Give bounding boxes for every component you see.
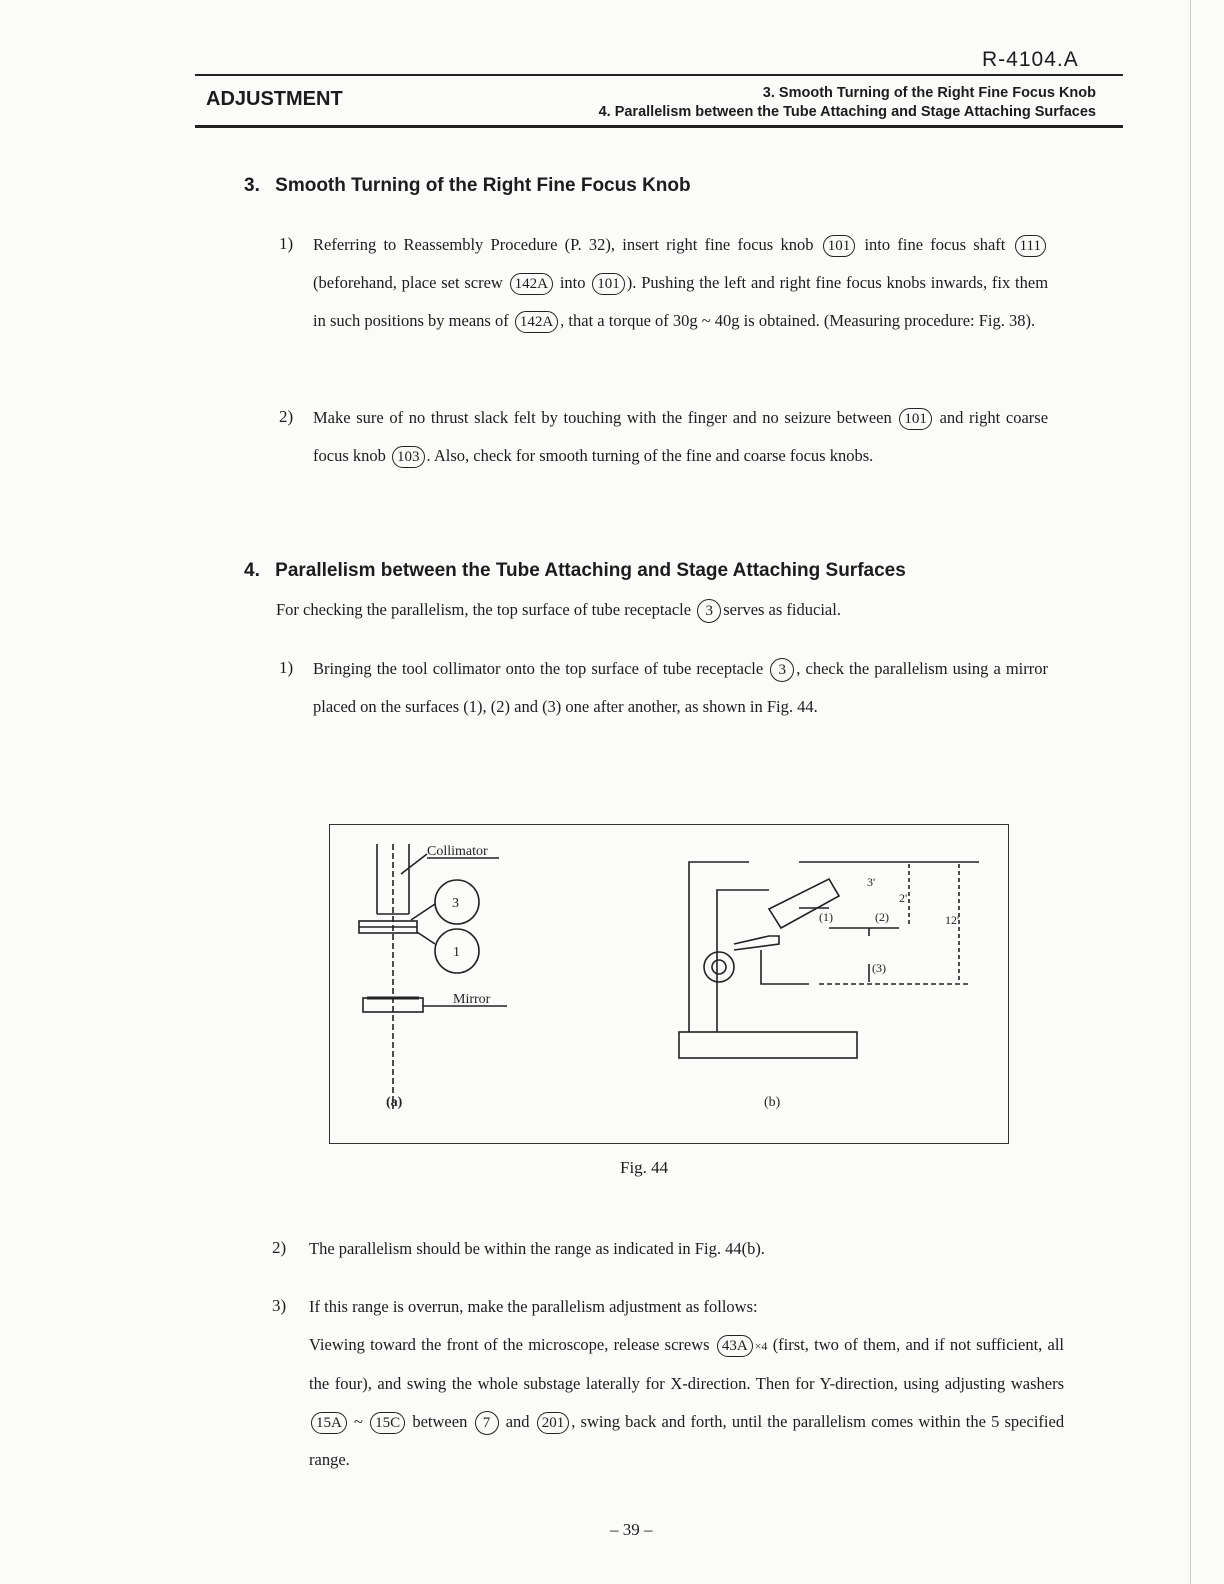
scan-edge-line (1190, 0, 1191, 1584)
dim-1: (1) (819, 910, 833, 924)
dim-2-prime: 2' (899, 891, 908, 905)
page-number: – 39 – (610, 1520, 653, 1539)
figure-caption: Fig. 44 (620, 1158, 669, 1177)
part-callout: 43A (717, 1335, 753, 1357)
part-callout: 3 (770, 658, 794, 682)
header-subtitle-2: 4. Parallelism between the Tube Attaching and Stage Attaching Surfaces (598, 104, 1096, 120)
part-callout: 15A (311, 1412, 347, 1434)
callout-1-label: 1 (453, 945, 460, 960)
part-callout: 201 (537, 1412, 570, 1434)
label-a: (a) (386, 1095, 403, 1110)
dim-12-prime: 12' (945, 913, 960, 927)
header-bottom-rule (195, 125, 1123, 128)
heading-text: Smooth Turning of the Right Fine Focus Knob (275, 175, 691, 196)
focus-knob (704, 952, 734, 982)
dim-3: (3) (872, 961, 886, 975)
item-number: 3) (272, 1296, 287, 1315)
header-subtitle-1: 3. Smooth Turning of the Right Fine Focus Knob (762, 85, 1096, 101)
section-3-item-2: Make sure of no thrust slack felt by touching with the finger and no seizure between 101 and right coarse focus knob 103 . Also, check for smooth turning of the fine and coarse focus knobs. (313, 399, 1048, 475)
part-callout: 101 (592, 273, 625, 295)
section-3-item-1: Referring to Reassembly Procedure (P. 32), insert right fine focus knob 101 into fine focus shaft 111 (beforehand, place set screw 142A into 101 ). Pushing the left and right fine focus knobs inwards, fix them in such positions by means of 142A , that a torque of 30g ~ 40g is obtained. (Measuring procedure: Fig. 38). (313, 226, 1048, 340)
leader-line (411, 904, 435, 920)
item-number: 2) (279, 407, 294, 426)
substage (761, 950, 809, 984)
heading-number: 3. (244, 175, 260, 196)
part-callout: 142A (510, 273, 553, 295)
heading-number: 4. (244, 560, 260, 581)
microscope-base (679, 1032, 857, 1058)
part-callout: 101 (899, 408, 932, 430)
figure-44-drawing (329, 824, 1009, 1144)
part-callout: 101 (823, 235, 856, 257)
document-number: R-4104.A (982, 48, 1079, 71)
section-3-heading (244, 175, 691, 197)
heading-text: Parallelism between the Tube Attaching and Stage Attaching Surfaces (275, 560, 906, 581)
item-number: 1) (279, 234, 294, 253)
mirror-label: Mirror (453, 992, 491, 1007)
section-4-intro: For checking the parallelism, the top surface of tube receptacle 3 serves as fiducial. (276, 591, 1056, 629)
dim-3-prime: 3' (867, 875, 876, 889)
diagram-labels (386, 844, 959, 1110)
leader-line (417, 932, 435, 944)
header-top-rule (195, 74, 1123, 76)
figure-44 (329, 824, 1009, 1144)
part-callout: 142A (515, 311, 558, 333)
section-4-item-1: Bringing the tool collimator onto the top surface of tube receptacle 3 , check the parallelism using a mirror placed on the surfaces (1), (2) and (3) one after another, as shown in Fig. 44. (313, 659, 1049, 716)
leader-line (401, 854, 427, 874)
section-4-item-3: If this range is overrun, make the parallelism adjustment as follows: Viewing toward the front of the microscope, release screws 43A ×4 (first, two of them, and if not sufficient, all the four), and swing the whole substage laterally for X-direction. Then for Y-direction, using adjusting washers 15A ~ 15C between 7 and 201 , swing back and forth, until the parallelism comes within the 5 specified range. (309, 1297, 1065, 1469)
dim-2: (2) (875, 910, 889, 924)
part-callout: 111 (1015, 235, 1046, 257)
part-callout: 15C (370, 1412, 405, 1434)
label-b: (b) (764, 1095, 781, 1110)
collimator-label: Collimator (427, 844, 488, 859)
part-callout: 103 (392, 446, 425, 468)
section-4-heading (244, 560, 906, 582)
item-number: 2) (272, 1238, 287, 1257)
focus-knob-inner (712, 960, 726, 974)
part-callout: 3 (697, 599, 721, 623)
section-4-item-2: The parallelism should be within the range as indicated in Fig. 44(b). (309, 1239, 765, 1258)
section-label: ADJUSTMENT (206, 88, 343, 110)
diagram-a (359, 844, 507, 1109)
header-subtitles (599, 84, 1096, 122)
part-callout: 7 (475, 1411, 499, 1435)
diagram-b (679, 862, 979, 1058)
callout-3-label: 3 (452, 896, 459, 911)
item-number: 1) (279, 658, 294, 677)
stage (734, 936, 779, 950)
microscope-arm (689, 862, 749, 1032)
